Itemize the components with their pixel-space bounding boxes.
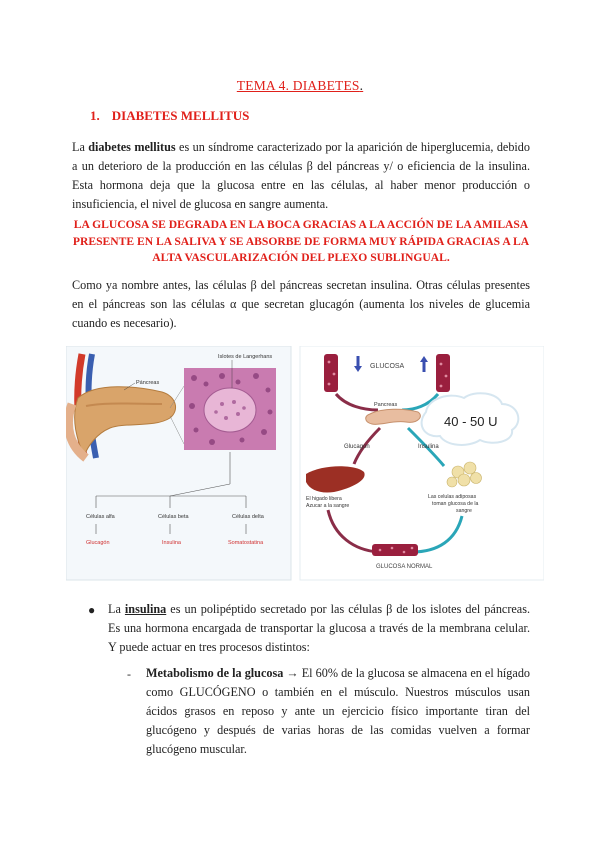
bullet-marker: ● xyxy=(88,603,96,617)
product-somatostatin: Somatostatina xyxy=(228,540,264,546)
p1-pre: La xyxy=(72,140,89,154)
section-heading xyxy=(90,108,249,124)
section-title: DIABETES MELLITUS xyxy=(111,108,250,123)
paragraph-cells: Como ya nombre antes, las células β del páncreas secretan insulina. Otras células presentes en el páncreas son las células α que secretan glucagón (aumenta los niveles de glucemia cuando es necesario). xyxy=(72,278,530,330)
document-title xyxy=(0,78,600,94)
figure-pancreas-glucose xyxy=(66,346,544,582)
p4-post: → El 60% de la glucosa se almacena en el hígado como GLUCÓGENO o también en el músculo. Nuestros músculos usan ácidos grasos en reposo y ante un ejercicio físico importante tiran del glucógeno y después de varias horas de las comidas vuelven a formar glucógeno muscular. xyxy=(146,666,531,756)
tube-left-icon xyxy=(324,354,338,392)
p3-term: insulina xyxy=(124,602,167,616)
islet-shape xyxy=(204,388,256,432)
adipose-text-1: Las celulas adiposas xyxy=(428,494,477,500)
p1-post: es un síndrome caracterizado por la aparición de hiperglucemia, debido a un deterioro de la producción en las células β del páncreas y/ o eficiencia de la insulina. Esta hormona deja que la glucosa entre en las células, al haber menor producción o insuficiencia, el nivel de glucosa en sangre aumenta. xyxy=(72,140,530,211)
glucosa-label: GLUCOSA xyxy=(370,363,405,370)
figure-svg xyxy=(66,346,544,582)
pancreas-small-label: Pancreas xyxy=(374,402,398,408)
dose-badge: 40 - 50 U xyxy=(444,414,498,429)
product-glucagon: Glucagón xyxy=(86,540,110,546)
cell-label-beta: Células beta xyxy=(158,514,189,520)
pancreas-label: Páncreas xyxy=(136,380,160,386)
adipose-text-2: toman glucosa de la xyxy=(432,501,479,507)
p4-term: Metabolismo de la glucosa xyxy=(146,666,284,680)
title-text: TEMA 4. DIABETES xyxy=(236,78,360,93)
paragraph-insulin xyxy=(108,600,530,657)
highlight-warning: LA GLUCOSA SE DEGRADA EN LA BOCA GRACIAS A LA ACCIÓN DE LA AMILASA PRESENTE EN LA SALIVA Y SE ABSORBE DE FORMA MUY RÁPIDA GRACIAS A LA ALTA VASCULARIZACIÓN DEL PLEXO SUBLINGUAL. xyxy=(72,218,530,264)
paragraph-definition xyxy=(72,138,530,214)
cell-label-alpha: Células alfa xyxy=(86,514,115,520)
product-insulin: Insulina xyxy=(162,540,181,546)
dash-marker: - xyxy=(127,667,131,681)
paragraph-metabolism xyxy=(146,664,530,759)
p3-pre: La xyxy=(108,602,125,616)
glucagon-label: Glucagon xyxy=(344,444,370,450)
title-dot: . xyxy=(359,78,364,93)
adipose-text-3: sangre xyxy=(456,508,472,514)
section-number: 1. xyxy=(90,108,100,123)
tube-right-icon xyxy=(436,354,450,392)
islet-label: Islotes de Langerhans xyxy=(218,354,273,360)
p3-post: es un polipéptido secretado por las células β de los islotes del páncreas. Es una hormona encargada de transportar la glucosa a través de la membrana celular. Y puede actuar en tres procesos distintos: xyxy=(108,602,530,654)
insulina-label: Insulina xyxy=(418,444,439,450)
liver-text-2: Azucar a la sangre xyxy=(306,503,350,509)
glucosa-normal-label: GLUCOSA NORMAL xyxy=(376,564,433,570)
cell-label-delta: Células delta xyxy=(232,514,264,520)
p1-term: diabetes mellitus xyxy=(88,140,176,154)
liver-text-1: El higado libera xyxy=(306,496,342,502)
